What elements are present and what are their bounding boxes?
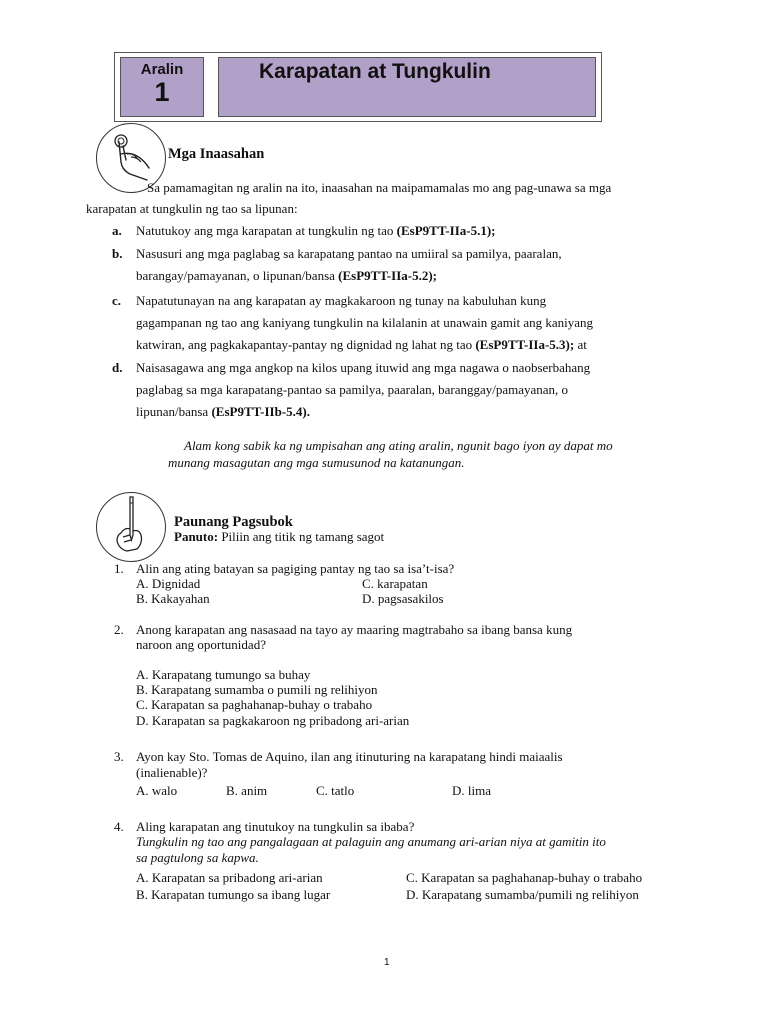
objective-text: Naisasagawa ang mga angkop na kilos upang ituwid ang mga nagawa o naobserbahang xyxy=(136,360,591,375)
choice-b: B. Karapatan tumungo sa ibang lugar xyxy=(136,887,331,902)
choice-a: A. walo xyxy=(136,783,178,798)
choice-d: D. pagsasakilos xyxy=(362,591,444,606)
choice-c: C. karapatan xyxy=(362,576,428,591)
choice-a: A. Dignidad xyxy=(136,576,201,591)
question-number: 4. xyxy=(114,819,124,834)
question-italic-text: Tungkulin ng tao ang pangalagaan at palaguin ang anumang ari-arian niya at gamitin ito xyxy=(136,834,606,849)
question-text: Anong karapatan ang nasasaad na tayo ay maaring magtrabaho sa ibang bansa kung xyxy=(136,622,573,637)
objective-text: Nasusuri ang mga paglabag sa karapatang pantao na umiiral sa pamilya, paaralan, xyxy=(136,246,562,261)
aralin-number: 1 xyxy=(154,77,170,107)
objective-letter: a. xyxy=(112,223,122,238)
objective-code: (EsP9TT-IIa-5.3); xyxy=(475,337,575,352)
choice-b: B. Kakayahan xyxy=(136,591,210,606)
panuto xyxy=(174,529,384,545)
inaasahan-title: Mga Inaasahan xyxy=(168,146,265,162)
objective-text: katwiran, ang pagkakapantay-pantay ng dignidad ng lahat ng tao xyxy=(136,337,473,352)
question-number: 2. xyxy=(114,622,124,637)
question-number: 3. xyxy=(114,749,124,764)
intro-line-1: Sa pamamagitan ng aralin na ito, inaasahan na maipamamalas mo ang pag-unawa sa mga xyxy=(147,180,612,195)
choice-c: C. Karapatan sa paghahanap-buhay o trabaho xyxy=(406,870,643,885)
objective-code: (EsP9TT-IIa-5.2); xyxy=(338,268,437,283)
hand-pencil-icon xyxy=(96,492,166,562)
choice-b: B. Karapatang sumamba o pumili ng relihiyon xyxy=(136,682,378,697)
aralin-badge xyxy=(120,57,204,117)
objective-code: (EsP9TT-IIa-5.1); xyxy=(396,223,496,238)
pagsubok-title: Paunang Pagsubok xyxy=(174,514,293,530)
aralin-label: Aralin xyxy=(140,61,184,78)
choice-c: C. Karapatan sa paghahanap-buhay o trabaho xyxy=(136,697,373,712)
choice-b: B. anim xyxy=(226,783,268,798)
panuto-label: Panuto: xyxy=(174,529,219,544)
choice-c: C. tatlo xyxy=(316,783,355,798)
objective-text: barangay/pamayanan, o lipunan/bansa xyxy=(136,268,335,283)
question-number: 1. xyxy=(114,561,124,576)
question-italic-text: sa pagtulong sa kapwa. xyxy=(136,850,259,865)
objective-text: lipunan/bansa xyxy=(136,404,209,419)
question-text: (inalienable)? xyxy=(136,765,208,780)
page-number: 1 xyxy=(384,957,390,968)
choice-d: D. Karapatang sumamba/pumili ng relihiyon xyxy=(406,887,639,902)
objective-tail: at xyxy=(574,337,587,352)
question-text: Ayon kay Sto. Tomas de Aquino, ilan ang itinuturing na karapatang hindi maiaalis xyxy=(136,749,563,764)
intro-note-line-2: munang masagutan ang mga sumusunod na katanungan. xyxy=(168,455,465,470)
intro-line-2: karapatan at tungkulin ng tao sa lipunan: xyxy=(86,201,298,216)
question-text: naroon ang oportunidad? xyxy=(136,637,266,652)
panuto-text: Piliin ang titik ng tamang sagot xyxy=(218,529,385,544)
objective-text: paglabag sa mga karapatang-pantao sa pamilya, paaralan, baranggay/pamayanan, o xyxy=(136,382,569,397)
objective-text: Napatutunayan na ang karapatan ay magkakaroon ng tunay na kabuluhan kung xyxy=(136,293,547,308)
objective-letter: b. xyxy=(112,246,123,261)
objective-code: (EsP9TT-IIb-5.4). xyxy=(211,404,310,419)
choice-a: A. Karapatang tumungo sa buhay xyxy=(136,667,311,682)
choice-a: A. Karapatan sa pribadong ari-arian xyxy=(136,870,323,885)
choice-d: D. lima xyxy=(452,783,491,798)
question-text: Alin ang ating batayan sa pagiging pantay ng tao sa isa’t-isa? xyxy=(136,561,455,576)
intro-note-line-1: Alam kong sabik ka ng umpisahan ang ating aralin, ngunit bago iyon ay dapat mo xyxy=(184,438,613,453)
lesson-title: Karapatan at Tungkulin xyxy=(218,57,596,117)
question-text: Aling karapatan ang tinutukoy na tungkulin sa ibaba? xyxy=(136,819,415,834)
objective-letter: d. xyxy=(112,360,123,375)
objective-text: Natutukoy ang mga karapatan at tungkulin ng tao xyxy=(136,223,394,238)
objective-letter: c. xyxy=(112,293,122,308)
objective-text: gagampanan ng tao ang kaniyang tungkulin na kilalanin at unawain gamit ang kaniyang xyxy=(136,315,594,330)
choice-d: D. Karapatan sa pagkakaroon ng pribadong ari-arian xyxy=(136,713,410,728)
